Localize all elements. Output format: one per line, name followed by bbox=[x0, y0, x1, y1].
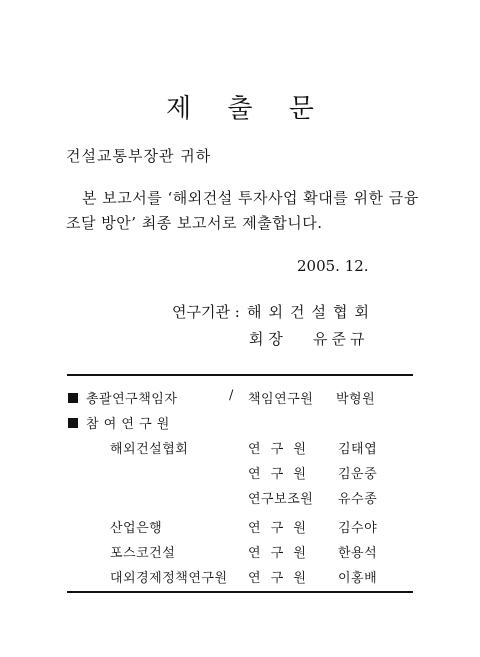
bullet-square-icon bbox=[68, 393, 78, 403]
member-org: 포스코건설 bbox=[110, 546, 176, 561]
member-name: 한용석 bbox=[338, 546, 378, 561]
participants-header bbox=[68, 413, 170, 432]
member-org: 해외건설협회 bbox=[110, 442, 189, 457]
member-role: 연구보조원 bbox=[248, 492, 314, 507]
submission-text-line-1: 본 보고서를 ‘해외건설 투자사업 확대를 위한 금융 bbox=[82, 189, 419, 207]
bullet-square-icon bbox=[68, 418, 78, 428]
member-name: 유수종 bbox=[338, 492, 378, 507]
recipient: 건설교통부장관 귀하 bbox=[66, 147, 212, 165]
submission-text-line-2: 조달 방안’ 최종 보고서로 제출합니다. bbox=[66, 214, 323, 232]
submission-date: 2005. 12. bbox=[297, 257, 369, 275]
page-title: 제 출 문 bbox=[166, 94, 328, 124]
member-role: 연 구 원 bbox=[248, 521, 309, 536]
member-org: 산업은행 bbox=[110, 521, 163, 536]
lead-researcher-role: 책임연구원 bbox=[248, 392, 314, 407]
member-name: 이홍배 bbox=[338, 571, 378, 586]
member-role: 연 구 원 bbox=[248, 571, 309, 586]
top-divider bbox=[67, 374, 413, 376]
participants-label: 참 여 연 구 원 bbox=[86, 417, 170, 432]
member-role: 연 구 원 bbox=[248, 442, 309, 457]
member-name: 김태엽 bbox=[338, 442, 378, 457]
member-org: 대외경제정책연구원 bbox=[110, 571, 228, 586]
lead-researcher-row bbox=[68, 388, 177, 407]
member-role: 연 구 원 bbox=[248, 546, 309, 561]
lead-separator: / bbox=[229, 388, 234, 403]
institution-head-name: 유준규 bbox=[313, 330, 369, 348]
bottom-divider bbox=[67, 591, 413, 593]
institution-head-title: 회 장 bbox=[249, 330, 283, 348]
member-role: 연 구 원 bbox=[248, 467, 309, 482]
member-name: 김운중 bbox=[338, 467, 378, 482]
lead-researcher-name: 박형원 bbox=[336, 392, 376, 407]
institution-label: 연구기관 : bbox=[172, 303, 240, 321]
member-name: 김수야 bbox=[338, 521, 378, 536]
institution-name: 해외건설협회 bbox=[247, 303, 376, 321]
lead-researcher-label: 총괄연구책임자 bbox=[86, 392, 178, 407]
